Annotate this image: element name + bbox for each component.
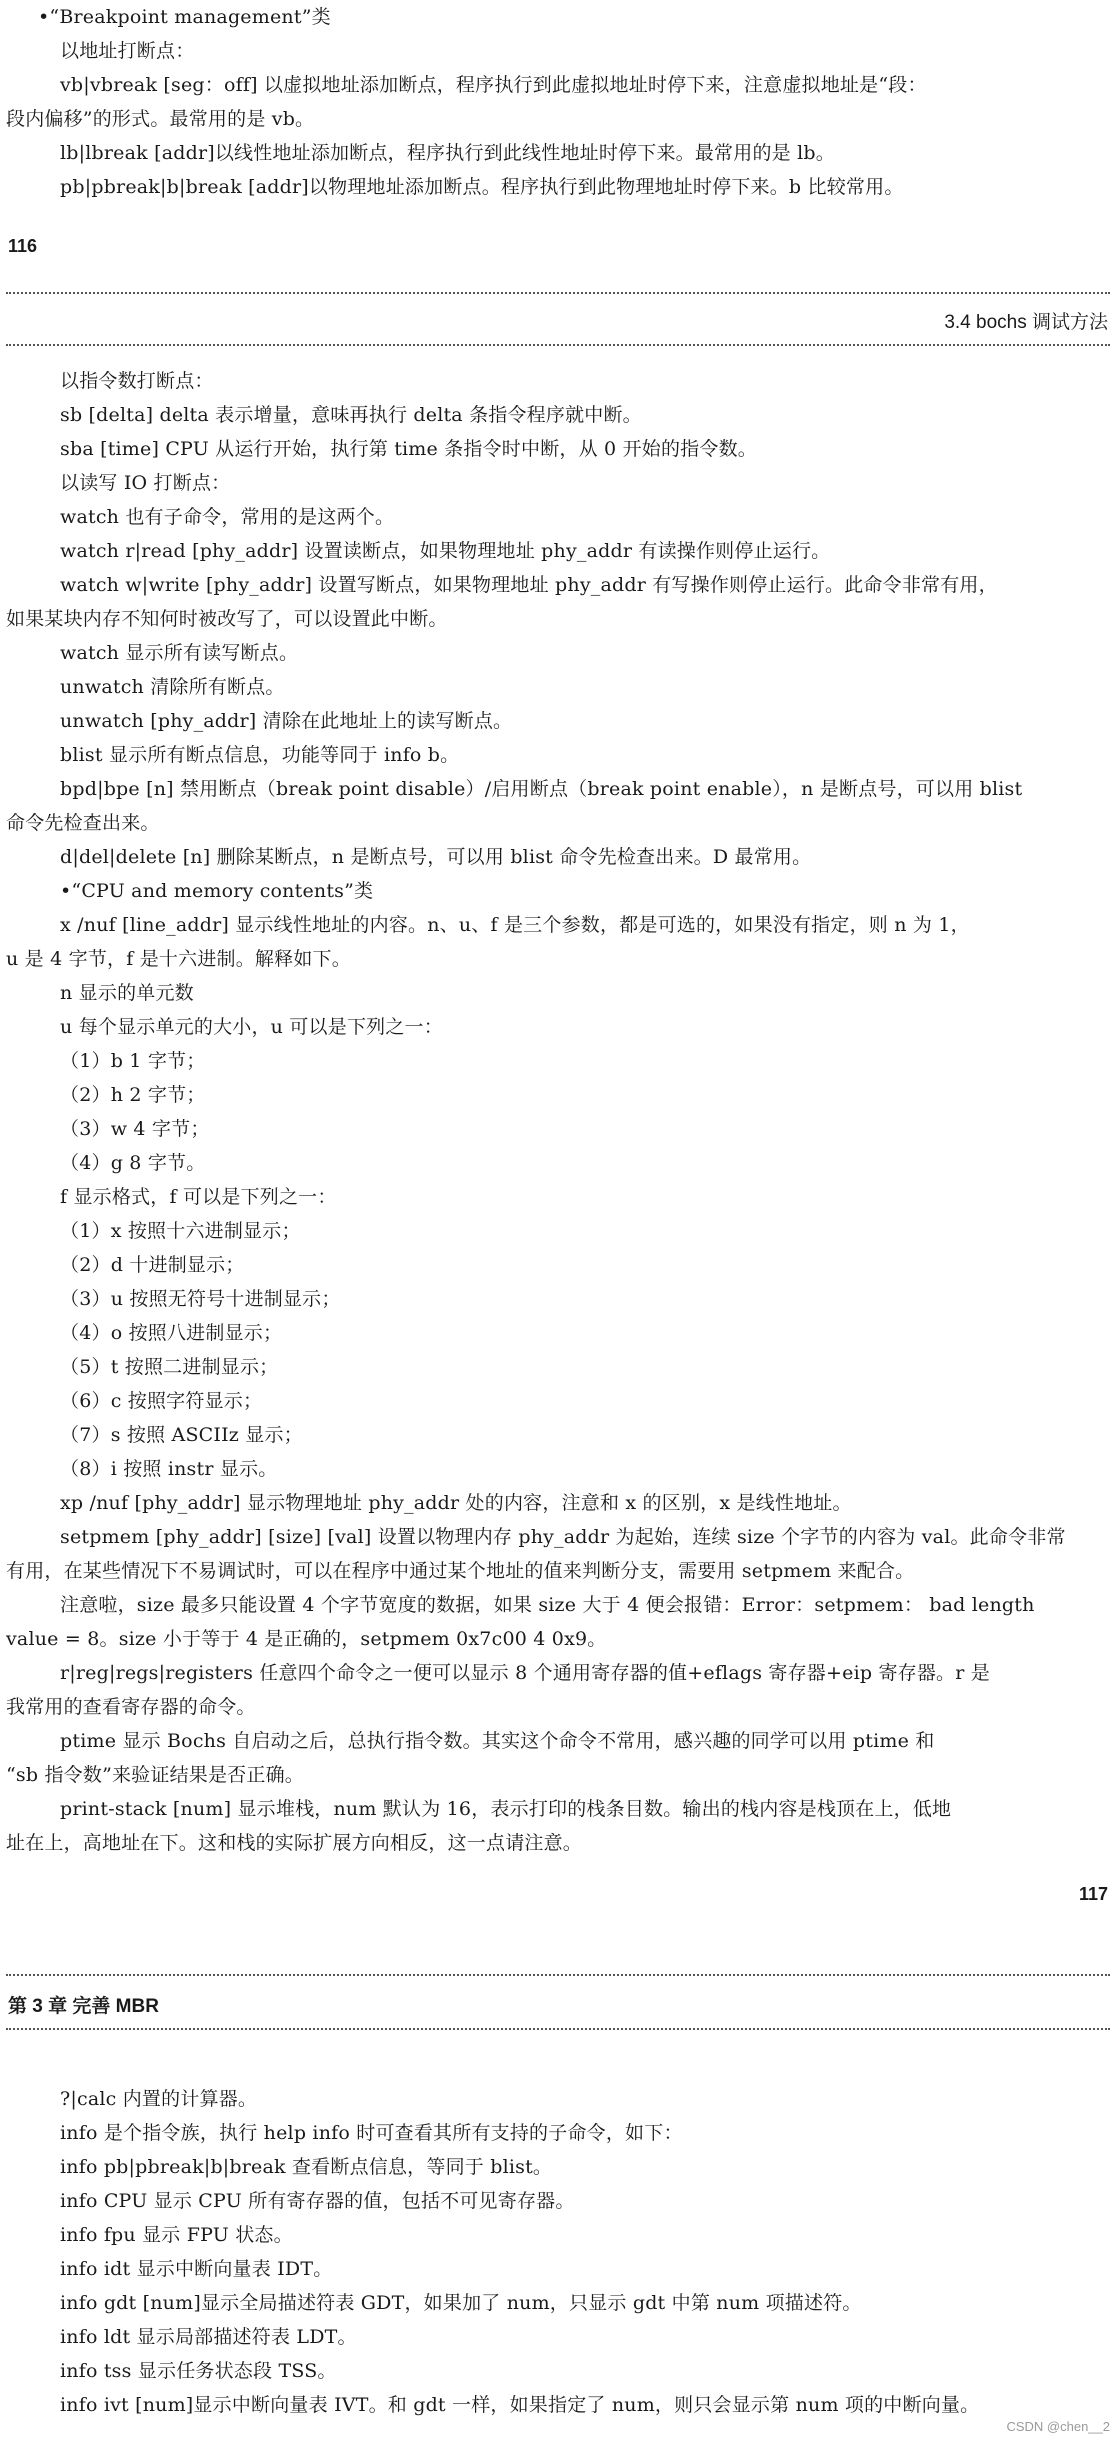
- text-line: 我常用的查看寄存器的命令。: [6, 1696, 256, 1718]
- text-line: u 是 4 字节，f 是十六进制。解释如下。: [6, 948, 351, 970]
- text-line: unwatch [phy_addr] 清除在此地址上的读写断点。: [60, 710, 513, 732]
- text-line: info ivt [num]显示中断向量表 IVT。和 gdt 一样，如果指定了 num，则只会显示第 num 项的中断向量。: [60, 2394, 980, 2416]
- text-line: sb [delta] delta 表示增量，意味再执行 delta 条指令程序就中断。: [60, 404, 642, 426]
- page-divider: [6, 1974, 1110, 1976]
- text-line: 以地址打断点：: [60, 40, 195, 62]
- text-line: ptime 显示 Bochs 自启动之后，总执行指令数。其实这个命令不常用，感兴趣的同学可以用 ptime 和: [60, 1730, 935, 1752]
- text-line: d|del|delete [n] 删除某断点，n 是断点号，可以用 blist 命令先检查出来。D 最常用。: [60, 846, 812, 868]
- text-line: “sb 指令数”来验证结果是否正确。: [6, 1764, 304, 1786]
- text-line: print-stack [num] 显示堆栈，num 默认为 16，表示打印的栈条目数。输出的栈内容是栈顶在上，低地: [60, 1798, 952, 1820]
- text-line: n 显示的单元数: [60, 982, 194, 1004]
- text-line: 段内偏移”的形式。最常用的是 vb。: [6, 108, 315, 130]
- text-line: info pb|pbreak|b|break 查看断点信息，等同于 blist。: [60, 2156, 553, 2178]
- text-line: info idt 显示中断向量表 IDT。: [60, 2258, 333, 2280]
- text-line: ?|calc 内置的计算器。: [60, 2088, 258, 2110]
- text-line: xp /nuf [phy_addr] 显示物理地址 phy_addr 处的内容，注意和 x 的区别，x 是线性地址。: [60, 1492, 852, 1514]
- text-line: pb|pbreak|b|break [addr]以物理地址添加断点。程序执行到此物理地址时停下来。b 比较常用。: [60, 176, 904, 198]
- list-item: （1）b 1 字节；: [60, 1050, 206, 1072]
- running-head: 3.4 bochs 调试方法: [944, 312, 1108, 333]
- list-item: （4）o 按照八进制显示；: [60, 1322, 283, 1344]
- text-line: r|reg|regs|registers 任意四个命令之一便可以显示 8 个通用寄存器的值+eflags 寄存器+eip 寄存器。r 是: [60, 1662, 990, 1684]
- text-line: lb|lbreak [addr]以线性地址添加断点，程序执行到此线性地址时停下来。最常用的是 lb。: [60, 142, 835, 164]
- bullet-heading-breakpoint: •“Breakpoint management”类: [38, 6, 331, 28]
- text-line: 址在上，高地址在下。这和栈的实际扩展方向相反，这一点请注意。: [6, 1832, 583, 1854]
- text-line: info tss 显示任务状态段 TSS。: [60, 2360, 337, 2382]
- text-line: blist 显示所有断点信息，功能等同于 info b。: [60, 744, 460, 766]
- text-line: f 显示格式，f 可以是下列之一：: [60, 1186, 337, 1208]
- text-line: 以读写 IO 打断点：: [60, 472, 231, 494]
- text-line: 以指令数打断点：: [60, 370, 214, 392]
- text-line: info fpu 显示 FPU 状态。: [60, 2224, 293, 2246]
- list-item: （2）h 2 字节；: [60, 1084, 206, 1106]
- list-item: （1）x 按照十六进制显示；: [60, 1220, 301, 1242]
- list-item: （6）c 按照字符显示；: [60, 1390, 263, 1412]
- text-line: 命令先检查出来。: [6, 812, 160, 834]
- text-line: info gdt [num]显示全局描述符表 GDT，如果加了 num，只显示 gdt 中第 num 项描述符。: [60, 2292, 862, 2314]
- list-item: （3）u 按照无符号十进制显示；: [60, 1288, 341, 1310]
- text-line: watch w|write [phy_addr] 设置写断点，如果物理地址 phy_addr 有写操作则停止运行。此命令非常有用，: [60, 574, 998, 596]
- text-line: 如果某块内存不知何时被改写了，可以设置此中断。: [6, 608, 448, 630]
- page-number-117: 117: [1078, 1884, 1108, 1904]
- header-divider: [6, 2028, 1110, 2030]
- text-line: vb|vbreak [seg：off] 以虚拟地址添加断点，程序执行到此虚拟地址时停下来，注意虚拟地址是“段：: [60, 74, 927, 96]
- text-line: u 每个显示单元的大小，u 可以是下列之一：: [60, 1016, 443, 1038]
- list-item: （5）t 按照二进制显示；: [60, 1356, 279, 1378]
- header-divider: [6, 344, 1110, 346]
- text-line: info 是个指令族，执行 help info 时可查看其所有支持的子命令，如下：: [60, 2122, 683, 2144]
- text-line: watch 显示所有读写断点。: [60, 642, 299, 664]
- list-item: （3）w 4 字节；: [60, 1118, 210, 1140]
- watermark: CSDN @chen__2: [1006, 2419, 1110, 2434]
- text-line: 有用，在某些情况下不易调试时，可以在程序中通过某个地址的值来判断分支，需要用 setpmem 来配合。: [6, 1560, 915, 1582]
- text-line: sba [time] CPU 从运行开始，执行第 time 条指令时中断，从 0 开始的指令数。: [60, 438, 757, 460]
- text-line: value = 8。size 小于等于 4 是正确的，setpmem 0x7c00 4 0x9。: [6, 1628, 607, 1650]
- page-number-116: 116: [8, 236, 38, 256]
- text-line: 注意啦，size 最多只能设置 4 个字节宽度的数据，如果 size 大于 4 便会报错：Error：setpmem： bad length: [60, 1594, 1035, 1616]
- text-line: watch r|read [phy_addr] 设置读断点，如果物理地址 phy_addr 有读操作则停止运行。: [60, 540, 831, 562]
- list-item: （8）i 按照 instr 显示。: [60, 1458, 278, 1480]
- text-line: bpd|bpe [n] 禁用断点（break point disable）/启用断点（break point enable），n 是断点号，可以用 blist: [60, 778, 1023, 800]
- text-line: info CPU 显示 CPU 所有寄存器的值，包括不可见寄存器。: [60, 2190, 575, 2212]
- page-divider: [6, 292, 1110, 294]
- text-line: x /nuf [line_addr] 显示线性地址的内容。n、u、f 是三个参数，都是可选的，如果没有指定，则 n 为 1，: [60, 914, 970, 936]
- bullet-heading-cpu-memory: •“CPU and memory contents”类: [60, 880, 374, 902]
- text-line: setpmem [phy_addr] [size] [val] 设置以物理内存 phy_addr 为起始，连续 size 个字节的内容为 val。此命令非常: [60, 1526, 1066, 1548]
- text-line: info ldt 显示局部描述符表 LDT。: [60, 2326, 357, 2348]
- list-item: （4）g 8 字节。: [60, 1152, 206, 1174]
- running-head: 第 3 章 完善 MBR: [8, 1996, 159, 2017]
- text-line: watch 也有子命令，常用的是这两个。: [60, 506, 395, 528]
- list-item: （2）d 十进制显示；: [60, 1254, 245, 1276]
- text-line: unwatch 清除所有断点。: [60, 676, 285, 698]
- list-item: （7）s 按照 ASCIIz 显示；: [60, 1424, 303, 1446]
